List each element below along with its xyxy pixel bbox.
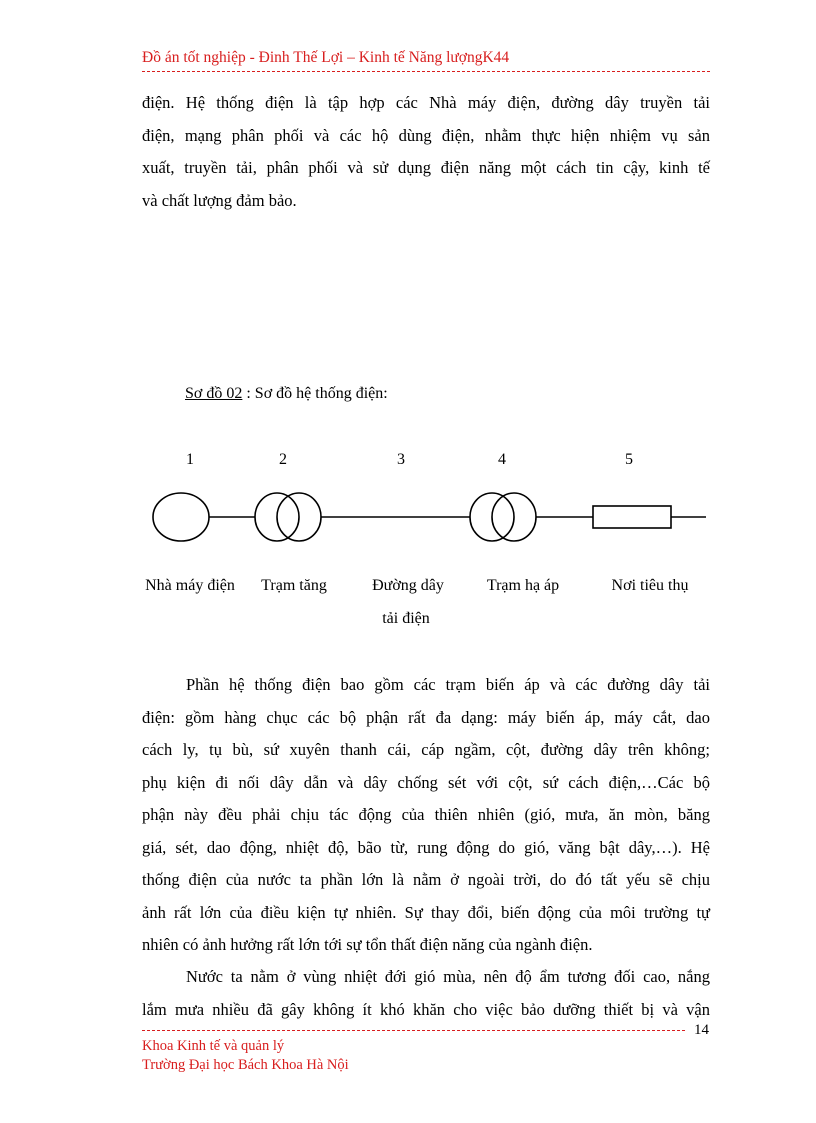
body-paragraph-1 [142, 669, 710, 962]
diagram-number-4: 4 [498, 451, 506, 468]
power-plant-symbol [153, 493, 209, 541]
text-line: nhiên có ảnh hưởng rất lớn tới sự tổn thất điện năng của ngành điện. [142, 935, 593, 954]
diagram-number-1: 1 [186, 451, 194, 468]
text-line: Nước ta nằm ở vùng nhiệt đới gió mùa, nên độ ẩm tương đối cao, nắng [186, 967, 710, 986]
text-line: giá, sét, dao động, nhiệt độ, bão từ, rung động do gió, văng bật dây,…). Hệ [142, 837, 710, 857]
text-line: điện, mạng phân phối và các hộ dùng điện, nhằm thực hiện nhiệm vụ sản [142, 125, 710, 145]
header-title: Đồ án tốt nghiệp - Đinh Thế Lợi – Kinh tế Năng lượngK44 [142, 49, 510, 66]
diagram-number-5: 5 [625, 451, 633, 468]
label-step-up-station: Trạm tăng [261, 577, 327, 594]
label-transmission-line-1: Đường dây [372, 577, 444, 594]
text-line: xuất, truyền tải, phân phối và sử dụng điện năng một cách tin cậy, kinh tế [142, 158, 710, 177]
footer-university: Trường Đại học Bách Khoa Hà Nội [142, 1057, 349, 1073]
page-number: 14 [694, 1022, 709, 1038]
caption-text: : Sơ đồ hệ thống điện: [242, 385, 388, 402]
text-line: thống điện của nước ta phần lớn là nằm ở ngoài trời, do đó tất yếu sẽ chịu [142, 870, 710, 889]
label-power-plant: Nhà máy điện [145, 577, 235, 594]
body-paragraph-2 [142, 961, 710, 1026]
text-line: phận này đều phải chịu tác động của thiên nhiên (gió, mưa, ăn mòn, băng [142, 805, 710, 824]
footer-faculty: Khoa Kinh tế và quản lý [142, 1038, 285, 1054]
text-line: phụ kiện đi nối dây dẫn và dây chống sét với cột, sứ cách điện,…Các bộ [142, 772, 710, 792]
diagram-number-2: 2 [279, 451, 287, 468]
label-consumer: Nơi tiêu thụ [611, 577, 689, 594]
text-line: cách ly, tụ bù, sứ xuyên thanh cái, cáp ngầm, cột, đường dây trên không; [142, 740, 710, 759]
text-line: điện. Hệ thống điện là tập hợp các Nhà máy điện, đường dây truyền tải [142, 93, 710, 112]
footer-divider [142, 1030, 685, 1031]
text-line: và chất lượng đảm bảo. [142, 190, 297, 210]
text-line: điện: gồm hàng chục các bộ phận rất đa dạng: máy biến áp, máy cắt, dao [142, 707, 710, 727]
text-line: ảnh rất lớn của điều kiện tự nhiên. Sự thay đổi, biến động của môi trường tự [142, 902, 710, 922]
consumer-load-symbol [593, 506, 671, 528]
caption-label: Sơ đồ 02 [185, 385, 243, 402]
text-line: lắm mưa nhiều đã gây không ít khó khăn cho việc bảo dưỡng thiết bị và vận [142, 999, 710, 1019]
label-step-down-station: Trạm hạ áp [486, 577, 560, 594]
text-line: Phần hệ thống điện bao gồm các trạm biến áp và các đường dây tải [186, 675, 710, 694]
diagram-number-3: 3 [397, 451, 405, 468]
label-transmission-line-2: tải điện [382, 610, 430, 627]
